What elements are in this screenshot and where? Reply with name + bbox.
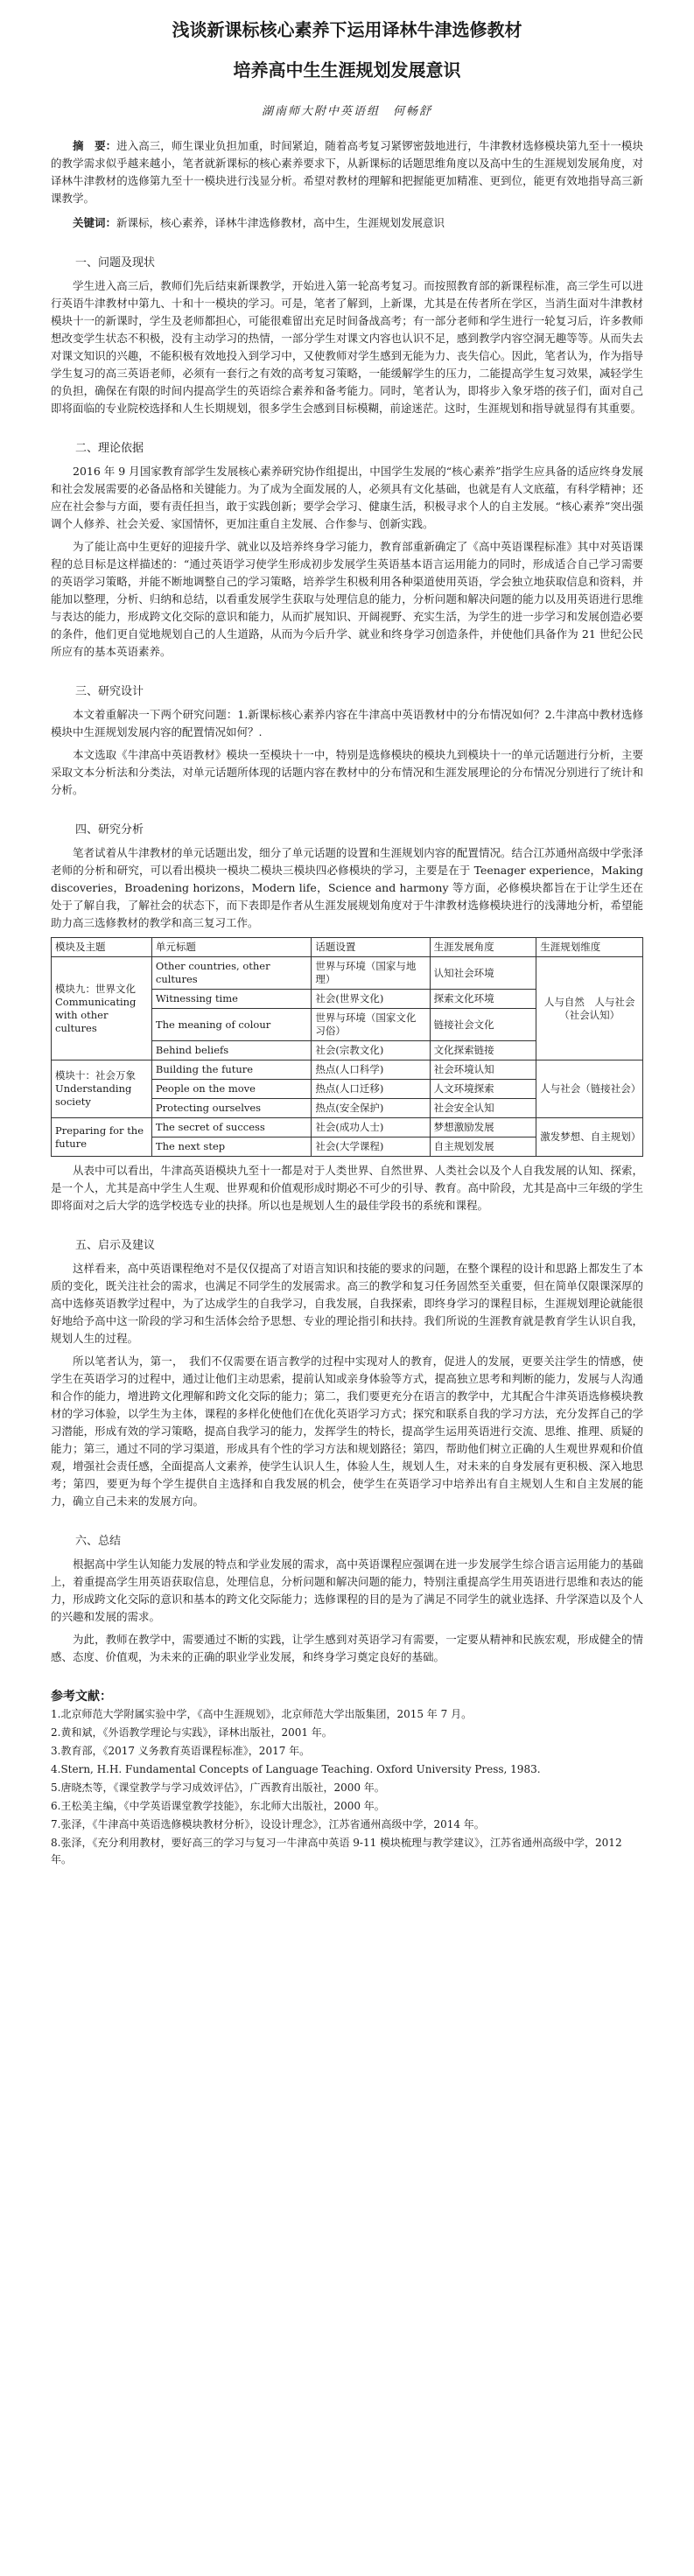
topic-cell: 热点(人口科学): [312, 1060, 430, 1080]
reference-item: 8.张泽，《充分利用教材，要好高三的学习与复习一牛津高中英语 9-11 模块梳理与教学建议》，江苏省通州高级中学，2012 年。: [51, 1837, 622, 1866]
table-row: [52, 957, 643, 990]
paragraph: 2016 年 9 月国家教育部学生发展核心素养研究协作组提出，中国学生发展的“核心素养”指学生应具备的适应终身发展和社会发展需要的必备品格和关键能力。为了成为全面发展的人，必须具有文化基础，也就是有人文底蕴，有科学精神；还应在社会参与方面，要有责任担当，敢于实践创新；要学会学习、健康生活，积极寻求个人的自主发展。“核心素养”突出强调个人修养、社会关爱、家国情怀，更加注重自主发展、合作参与、创新实践。: [51, 465, 643, 530]
unit-title-cell: Protecting ourselves: [151, 1099, 312, 1118]
references-title: 参考文献：: [51, 1690, 112, 1704]
career-angle-cell: 人文环境探索: [430, 1080, 536, 1099]
paragraph: 本文选取《牛津高中英语教材》模块一至模块十一中，特别是选修模块的模块九到模块十一的单元话题进行分析，主要采取文本分析法和分类法，对单元话题所体现的话题内容在教材中的分布情况和生涯发展理论的分布情况分别进行了统计和分析。: [51, 748, 643, 796]
topic-cell: 热点(人口迁移): [312, 1080, 430, 1099]
table-header-cell: 单元标题: [151, 938, 312, 957]
topic-cell: 世界与环境（国家与地理）: [312, 957, 430, 990]
topic-cell: 社会(世界文化): [312, 990, 430, 1009]
unit-title-cell: Other countries, other cultures: [151, 957, 312, 990]
title-line-1: 浅谈新课标核心素养下运用译林牛津选修教材: [172, 19, 522, 40]
abstract-text: 进入高三，师生课业负担加重，时间紧迫，随着高考复习紧锣密鼓地进行，牛津教材选修模块第九至十一模块的教学需求似乎越来越小，笔者就新课标的核心素养要求下，从新课标的话题思维角度以及高中生的生涯规划发展角度，对译林牛津教材的选修第九至十一模块进行浅显分析。希望对教材的理解和把握能更加精准、更到位，能更有效地指导高三新课教学。: [51, 139, 643, 205]
section-title: 五、启示及建议: [75, 1239, 156, 1252]
reference-item: 1.北京师范大学附属实验中学，《高中生涯规划》，北京师范大学出版集团，2015 年 7 月。: [51, 1708, 473, 1720]
career-angle-cell: 社会环境认知: [430, 1060, 536, 1080]
table-header-cell: 话题设置: [312, 938, 430, 957]
career-angle-cell: 文化探索链接: [430, 1041, 536, 1060]
career-planning-table: [51, 937, 643, 1157]
section-title: 三、研究设计: [75, 685, 144, 698]
unit-title-cell: The next step: [151, 1138, 312, 1157]
unit-title-cell: The meaning of colour: [151, 1009, 312, 1041]
reference-item: 4.Stern, H.H. Fundamental Concepts of Language Teaching. Oxford University Press, 1983.: [51, 1763, 541, 1775]
paragraph: 根据高中学生认知能力发展的特点和学业发展的需求，高中英语课程应强调在进一步发展学生综合语言运用能力的基础上，着重提高学生用英语获取信息，处理信息，分析问题和解决问题的能力，特别注重提高学生用英语进行思维和表达的能力，形成跨文化交际的意识和基本的跨文化交际能力；选修课程的目的是为了满足不同学生的就业选择、升学深造以及个人的兴趣和发展的需求。: [51, 1558, 643, 1623]
section-title: 六、总结: [75, 1535, 122, 1548]
abstract-label: 摘 要：: [73, 139, 117, 152]
paragraph: 学生进入高三后，教师们先后结束新课教学，开始进入第一轮高考复习。而按照教育部的新课程标准，高三学生可以进行英语牛津教材中第九、十和十一模块的学习。可是，笔者了解到，上新课，尤其是在传者所在学区，当消生面对牛津教材模块十一的新课时，学生及老师都担心，可能很难留出充足时间备战高考；有一部分老师和学生进行一轮复习后，许多教师想改变学生状态不积极，没有主动学习的热情，一部分学生对课文内容也认识不足，感到教学内容空洞无趣等等。从而失去对课文知识的兴趣，不能积极有效地投入到学习中，又使教师对学生感到无能为力、丧失信心。因此，笔者认为，作为指导学生复习的高三英语老师，必须有一套行之有效的高考复习策略，一能缓解学生的压力，二能提高学生复习效果，减轻学生的负担，确保在有限的时间内提高学生的英语综合素养和备考能力。同时，笔者认为，即将步入象牙塔的孩子们，面对自己即将面临的专业院校选择和人生长期规划，很多学生会感到目标模糊，前途迷茫。这时，生涯规划和指导就显得有其重要。: [51, 279, 643, 415]
career-angle-cell: 梦想激励发展: [430, 1118, 536, 1138]
module-cell: Preparing for the future: [52, 1118, 152, 1157]
module-cell: 模块十：社会万象 Understanding society: [52, 1060, 152, 1118]
topic-cell: 社会(宗教文化): [312, 1041, 430, 1060]
topic-cell: 社会(大学课程): [312, 1138, 430, 1157]
keywords-text: 新课标，核心素养，译林牛津选修教材，高中生，生涯规划发展意识: [116, 216, 445, 229]
topic-cell: 热点(安全保护): [312, 1099, 430, 1118]
unit-title-cell: The secret of success: [151, 1118, 312, 1138]
reference-item: 2.黄和斌，《外语教学理论与实践》，译林出版社，2001 年。: [51, 1726, 333, 1739]
author-line: 湖南师大附中英语组 何畅舒: [261, 105, 432, 118]
keywords-label: 关键词：: [73, 216, 117, 229]
module-cell: 模块九：世界文化 Communicating with other cultures: [52, 957, 152, 1060]
table-header-cell: 生涯发展角度: [430, 938, 536, 957]
table-row: [52, 1118, 643, 1138]
keywords: [51, 214, 643, 232]
reference-item: 5.唐晓杰等，《课堂教学与学习成效评估》，广西教育出版社，2000 年。: [51, 1782, 385, 1794]
reference-item: 7.张泽，《牛津高中英语选修模块教材分析》，设设计理念》，江苏省通州高级中学，2014 年。: [51, 1818, 485, 1830]
section-title: 一、问题及现状: [75, 256, 156, 270]
title-line-2: 培养高中生生涯规划发展意识: [233, 60, 461, 80]
dimension-cell: 人与社会（链接社会）: [536, 1060, 643, 1118]
paragraph: 为此，教师在教学中，需要通过不断的实践，让学生感到对英语学习有需要，一定要从精神和民族宏观，形成健全的情感、态度、价值观，为未来的正确的职业学业发展，和终身学习奠定良好的基础。: [51, 1633, 643, 1663]
reference-item: 3.教育部，《2017 义务教育英语课程标准》，2017 年。: [51, 1745, 311, 1757]
career-angle-cell: 探索文化环境: [430, 990, 536, 1009]
table-header-row: [52, 938, 643, 957]
unit-title-cell: Witnessing time: [151, 990, 312, 1009]
paragraph: 笔者试着从牛津教材的单元话题出发，细分了单元话题的设置和生涯规划内容的配置情况。结合江苏通州高级中学张泽老师的分析和研究，可以看出模块一模块二模块三模块四必修模块的学习，主要是在于 Teenager experience，Making discoveries，Broadening horizons，Modern life，Science and harmony 等方面，必修模块都旨在于让学生还在处于了解自我，了解社会的状态下，而下表即是作者从生涯发展规划角度对于牛津教材选修模块进行的浅薄地分析，希望能助力高三选修教材的教学和高三复习工作。: [51, 846, 643, 929]
dimension-cell: 人与自然 人与社会 （社会认知）: [536, 957, 643, 1060]
topic-cell: 世界与环境（国家文化习俗）: [312, 1009, 430, 1041]
paragraph: 这样看来，高中英语课程绝对不是仅仅提高了对语言知识和技能的要求的问题，在整个课程的设计和思路上都发生了本质的变化，既关注社会的需求，也满足不同学生的发展需求。高三的教学和复习任务固然至关重要，但在简单仅限课深厚的高中选修英语教学过程中，为了达成学生的自我学习，自我发展，自我探索，即终身学习的课程目标，生涯规划理论就能很好地给予高中这一阶段的学习和生活体会给予思想、专业的理论指引和扶持。我们所说的生涯教育就是教育学生认识自我，规划人生的过程。: [51, 1262, 643, 1345]
paragraph: 从表中可以看出，牛津高英语模块九至十一都是对于人类世界、自然世界、人类社会以及个人自我发展的认知、探索，是一个人，尤其是高中学生人生观、世界观和价值观形成时期必不可少的引导、教育。高中阶段，尤其是高中三年级的学生即将面对之后大学的选学校选专业的抉择。所以也是规划人生的最佳学段书的系统和课程。: [51, 1164, 643, 1212]
paragraph: 所以笔者认为，第一， 我们不仅需要在语言教学的过程中实现对人的教育，促进人的发展，更要关注学生的情感，使学生在英语学习的过程中，通过让他们主动思索，提前认知或亲身体验等方式，提高独立思考和判断的能力，发展与人沟通和合作的能力，增进跨文化理解和跨文化交际的能力；第二，我们要更充分在语言的教学中，尤其配合牛津英语选修模块教材的学习体验，以学生为主体，课程的多样化使他们在优化英语学习方式；探究和联系自我的学习方法，充分发挥自己的学习潜能，形成有效的学习策略，提高自我学习的能力，发挥学生的特长，提高学生运用英语进行交流、思维、推理、质疑的能力；第三，通过不同的学习渠道，形成具有个性的学习方法和规划路径；第四，帮助他们树立正确的人生观世界观和价值观，增强社会责任感，全面提高人文素养，使学生认识人生，体验人生，规划人生，对未来的自身发展有更积极、深入地思考；第四，要更为每个学生提供自主选择和自我发展的机会，使学生在英语学习中培养出有自主规划人生和自主发展的能力，确立自己未来的发展方向。: [51, 1354, 643, 1508]
paragraph: 为了能让高中生更好的迎接升学、就业以及培养终身学习能力，教育部重新确定了《高中英语课程标准》其中对英语课程的总目标是这样描述的：“通过英语学习使学生形成初步发展学生英语基本语言运用能力的同时，形成适合自己学习需要的英语学习策略，并能不断地调整自己的学习策略，培养学生积极利用各种渠道使用英语，学会独立地获取信息和资料，并能加以整理，分析、归纳和总结，以看重发展学生获取与处理信息的能力，分析问题和解决问题的能力以及用英语进行思维与表达的能力，形成跨文化交际的意识和能力，从而扩展知识、开阔视野、充实生活，为学生的进一步学习和发展创造必要的条件，他们更自觉地规划自己的人生道路，从而为今后升学、就业和终身学习创造条件，并使他们具备作为 21 世纪公民所应有的基本英语素养。: [51, 540, 643, 658]
career-angle-cell: 自主规划发展: [430, 1138, 536, 1157]
career-angle-cell: 社会安全认知: [430, 1099, 536, 1118]
reference-item: 6.王松美主编，《中学英语课堂教学技能》，东北师大出版社，2000 年。: [51, 1800, 385, 1812]
section-title: 二、理论依据: [75, 442, 144, 455]
career-angle-cell: 认知社会环境: [430, 957, 536, 990]
unit-title-cell: Building the future: [151, 1060, 312, 1080]
career-angle-cell: 链接社会文化: [430, 1009, 536, 1041]
paragraph: 本文着重解决一下两个研究问题：1.新课标核心素养内容在牛津高中英语教材中的分布情况如何？2.牛津高中教材选修模块中生涯规划发展内容的配置情况如何？.: [51, 708, 643, 738]
dimension-cell: 激发梦想、自主规划）: [536, 1118, 643, 1157]
table-row: [52, 1060, 643, 1080]
topic-cell: 社会(成功人士): [312, 1118, 430, 1138]
unit-title-cell: People on the move: [151, 1080, 312, 1099]
section-title: 四、研究分析: [75, 823, 144, 836]
table-header-cell: 生涯规划维度: [536, 938, 643, 957]
unit-title-cell: Behind beliefs: [151, 1041, 312, 1060]
abstract: [51, 137, 643, 207]
table-header-cell: 模块及主题: [52, 938, 152, 957]
